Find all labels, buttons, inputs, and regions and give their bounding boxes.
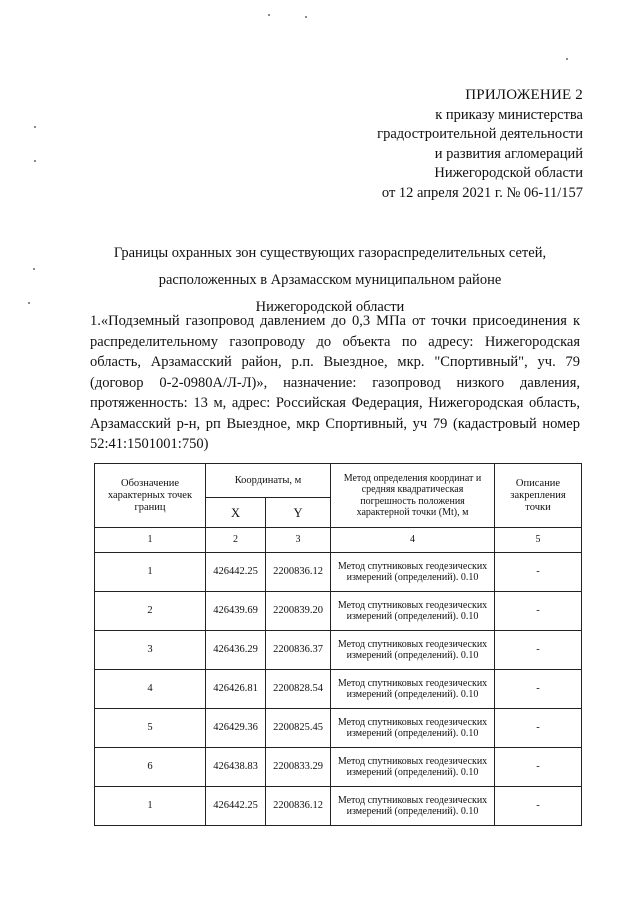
method-cell: Метод спутниковых геодезических измерений (определений). 0.10: [331, 631, 495, 670]
coord-x: 426429.36: [206, 709, 266, 748]
table-row: [95, 709, 582, 748]
description-cell: -: [495, 787, 582, 826]
appendix-line: Нижегородской области: [434, 165, 583, 181]
scan-speck: [28, 302, 30, 304]
header-description: Описание закрепления точки: [495, 464, 582, 528]
point-number: 1: [95, 787, 206, 826]
description-cell: -: [495, 748, 582, 787]
appendix-block: [377, 86, 583, 203]
scan-speck: [34, 160, 36, 162]
description-cell: -: [495, 709, 582, 748]
table-row: [95, 787, 582, 826]
table-row: [95, 592, 582, 631]
column-number: 4: [331, 528, 495, 553]
point-number: 2: [95, 592, 206, 631]
coord-x: 426436.29: [206, 631, 266, 670]
method-cell: Метод спутниковых геодезических измерений (определений). 0.10: [331, 787, 495, 826]
appendix-line: и развития агломераций: [434, 145, 583, 162]
coord-y: 2200836.12: [266, 553, 331, 592]
header-designation: Обозначение характерных точек границ: [95, 464, 206, 528]
description-cell: -: [495, 592, 582, 631]
description-cell: -: [495, 631, 582, 670]
column-number: 3: [266, 528, 331, 553]
scan-speck: [268, 14, 270, 16]
coordinates-table: [94, 463, 582, 826]
coord-y: 2200836.37: [266, 631, 331, 670]
column-number: 1: [95, 528, 206, 553]
coord-y: 2200828.54: [266, 670, 331, 709]
coord-y: 2200836.12: [266, 787, 331, 826]
description-cell: -: [495, 553, 582, 592]
header-x: X: [206, 498, 266, 528]
method-cell: Метод спутниковых геодезических измерений (определений). 0.10: [331, 670, 495, 709]
appendix-title: ПРИЛОЖЕНИЕ 2: [465, 87, 583, 103]
point-number: 5: [95, 709, 206, 748]
scan-speck: [34, 126, 36, 128]
table-row: [95, 553, 582, 592]
method-cell: Метод спутниковых геодезических измерений (определений). 0.10: [331, 748, 495, 787]
header-coordinates: Координаты, м: [206, 464, 331, 498]
point-number: 1: [95, 553, 206, 592]
header-method: Метод определения координат и средняя квадратическая погрешность положения характерной точки (Mt), м: [331, 464, 495, 528]
table-row: [95, 748, 582, 787]
coord-x: 426426.81: [206, 670, 266, 709]
table-row: [95, 631, 582, 670]
point-number: 4: [95, 670, 206, 709]
heading-line: Границы охранных зон существующих газораспределительных сетей,: [113, 245, 547, 261]
method-cell: Метод спутниковых геодезических измерений (определений). 0.10: [331, 553, 495, 592]
scan-speck: [33, 268, 35, 270]
table-row: [95, 670, 582, 709]
object-description: 1.«Подземный газопровод давлением до 0,3 МПа от точки присоединения к распределительному газопроводу до объекта по адресу: Нижегородская область, Арзамасский район, р.п. Выездное, мкр. "Спортивный", уч. 79 (договор 0-2-0980А/Л-Л)», назначение: газопровод низкого давления, протяженность: 13 м, адрес: Российская Федерация, Нижегородская область, Арзамасский р-н, рп Выездное, мкр Спортивный, уч 79 (кадастровый номер 52:41:1501001:750): [90, 313, 580, 452]
scan-speck: [305, 16, 307, 18]
method-cell: Метод спутниковых геодезических измерений (определений). 0.10: [331, 709, 495, 748]
header-y: Y: [266, 498, 331, 528]
coord-x: 426442.25: [206, 787, 266, 826]
document-heading: [60, 240, 600, 321]
appendix-line: от 12 апреля 2021 г. № 06-11/157: [381, 184, 583, 201]
table-header-row: [95, 464, 582, 498]
column-number: 2: [206, 528, 266, 553]
coord-y: 2200825.45: [266, 709, 331, 748]
column-number-row: [95, 528, 582, 553]
coord-x: 426442.25: [206, 553, 266, 592]
coord-y: 2200833.29: [266, 748, 331, 787]
coord-x: 426439.69: [206, 592, 266, 631]
column-number: 5: [495, 528, 582, 553]
heading-line: расположенных в Арзамасском муниципальном районе: [158, 272, 502, 288]
heading-line: Нижегородской области: [255, 299, 405, 315]
point-number: 3: [95, 631, 206, 670]
description-cell: -: [495, 670, 582, 709]
coord-y: 2200839.20: [266, 592, 331, 631]
appendix-line: градостроительной деятельности: [377, 126, 583, 142]
point-number: 6: [95, 748, 206, 787]
scan-speck: [566, 58, 568, 60]
method-cell: Метод спутниковых геодезических измерений (определений). 0.10: [331, 592, 495, 631]
appendix-line: к приказу министерства: [435, 106, 583, 123]
coord-x: 426438.83: [206, 748, 266, 787]
